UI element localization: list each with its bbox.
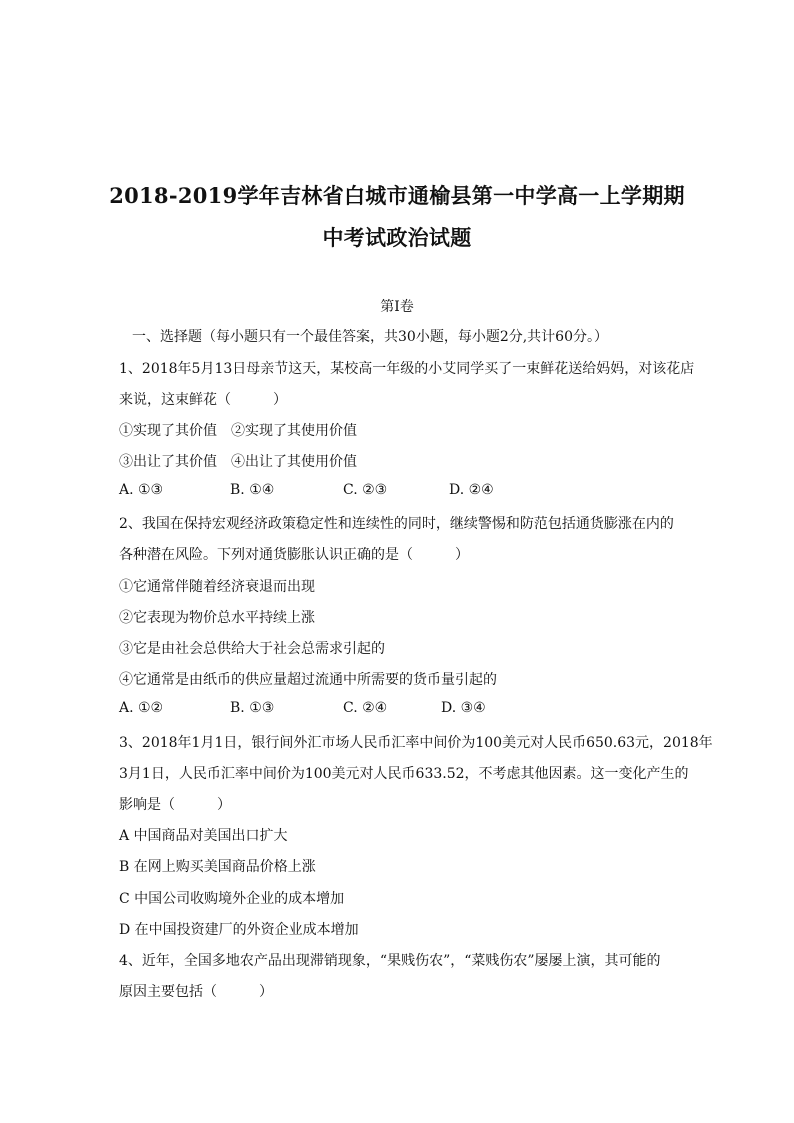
q1-stem-line2: 来说，这束鲜花（ ） — [119, 392, 287, 408]
q1-option-a: A. ①③ — [119, 482, 164, 498]
q2-statement-1: ①它通常伴随着经济衰退而出现 — [119, 579, 315, 595]
q1-statement-1: ①实现了其价值 ②实现了其使用价值 — [119, 423, 357, 439]
q2-option-c: C. ②④ — [343, 700, 388, 716]
q1-statement-2: ③出让了其价值 ④出让了其使用价值 — [119, 454, 357, 470]
q2-option-b: B. ①③ — [230, 700, 275, 716]
q4-stem-line1: 4、近年，全国多地农产品出现滞销现象，“果贱伤农”，“菜贱伤农”屡屡上演，其可能的 — [119, 953, 661, 969]
document-title-line1: 2018-2019学年吉林省白城市通榆县第一中学高一上学期期 — [109, 183, 685, 208]
q2-option-a: A. ①② — [119, 700, 164, 716]
q3-option-a: A 中国商品对美国出口扩大 — [119, 828, 288, 844]
q3-option-d: D 在中国投资建厂的外资企业成本增加 — [119, 922, 359, 938]
q3-stem-line2: 3月1日，人民币汇率中间价为100美元对人民币633.52，不考虑其他因素。这一变化产生的 — [119, 766, 689, 782]
volume-heading: 第Ⅰ卷 — [380, 299, 414, 315]
q2-statement-2: ②它表现为物价总水平持续上涨 — [119, 610, 315, 626]
q2-stem-line2: 各种潜在风险。下列对通货膨胀认识正确的是（ ） — [119, 547, 469, 563]
q4-stem-line2: 原因主要包括（ ） — [119, 984, 273, 1000]
q2-stem-line1: 2、我国在保持宏观经济政策稳定性和连续性的同时，继续警惕和防范包括通货膨涨在内的 — [119, 516, 674, 532]
q1-option-b: B. ①④ — [230, 482, 275, 498]
q1-option-c: C. ②③ — [343, 482, 388, 498]
q2-statement-4: ④它通常是由纸币的供应量超过流通中所需要的货币量引起的 — [119, 672, 497, 688]
q2-statement-3: ③它是由社会总供给大于社会总需求引起的 — [119, 641, 385, 657]
q1-stem-line1: 1、2018年5月13日母亲节这天，某校高一年级的小艾同学买了一束鲜花送给妈妈，对该花店 — [119, 361, 695, 377]
section-heading: 一、选择题（每小题只有一个最佳答案，共30小题，每小题2分,共计60分。） — [132, 329, 608, 345]
q2-option-d: D. ③④ — [441, 700, 486, 716]
q3-option-c: C 中国公司收购境外企业的成本增加 — [119, 891, 345, 907]
q3-stem-line3: 影响是（ ） — [119, 797, 231, 813]
q1-option-d: D. ②④ — [449, 482, 494, 498]
q3-stem-line1: 3、2018年1月1日，银行间外汇市场人民币汇率中间价为100美元对人民币650.63元，2018年 — [119, 735, 713, 751]
q3-option-b: B 在网上购买美国商品价格上涨 — [119, 859, 316, 875]
document-title-line2: 中考试政治试题 — [322, 225, 472, 250]
